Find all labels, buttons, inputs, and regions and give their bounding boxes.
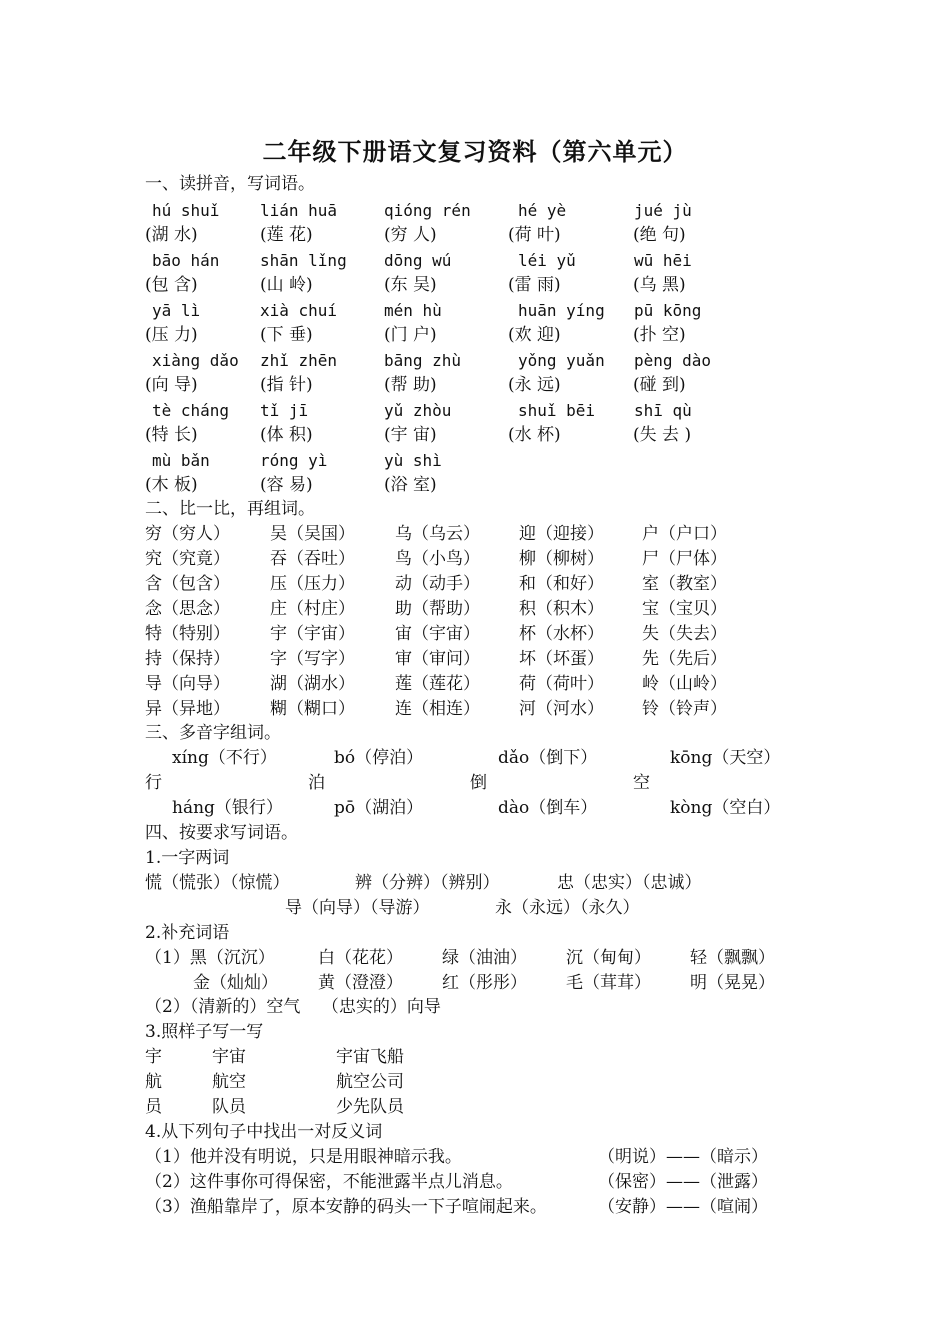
word-answer: (湖 水)	[145, 225, 198, 245]
word-answer: (特 长)	[145, 425, 198, 445]
compare-word: 鸟（小鸟）	[395, 549, 480, 569]
word-answer: (宇 宙)	[384, 425, 437, 445]
compare-word: 庄（村庄）	[270, 599, 355, 619]
pinyin: yù shì	[384, 451, 442, 470]
compare-word: 糊（糊口）	[270, 699, 355, 719]
example-word: 航空	[212, 1072, 246, 1092]
supplement-entry: 金（灿灿）	[193, 973, 278, 993]
one-char-entry: 永（永远）（永久）	[495, 898, 640, 918]
compare-word: 河（河水）	[519, 699, 604, 719]
pinyin: shān lǐng	[260, 251, 347, 270]
pinyin: qióng rén	[384, 201, 471, 220]
pinyin: bāo hán	[152, 251, 220, 270]
supplement-entry: 绿（油油）	[442, 948, 527, 968]
polyphone-char: 泊	[308, 773, 325, 793]
pinyin: mù bǎn	[152, 451, 210, 470]
word-answer: (门 户)	[384, 325, 437, 345]
pinyin: hé yè	[518, 201, 567, 220]
section-3-heading: 三、多音字组词。	[145, 723, 281, 743]
compare-word: 宝（宝贝）	[642, 599, 727, 619]
compare-word: 莲（莲花）	[395, 674, 480, 694]
word-answer: (山 岭)	[260, 275, 313, 295]
pinyin: huān yíng	[518, 301, 605, 320]
word-answer: (容 易)	[260, 475, 313, 495]
pinyin: jué jù	[634, 201, 692, 220]
word-answer: (包 含)	[145, 275, 198, 295]
compare-word: 岭（山岭）	[642, 674, 727, 694]
part-2-heading: 2.补充词语	[145, 923, 230, 943]
supplement-entry: 红（彤彤）	[442, 973, 527, 993]
supplement-entry: 沉（甸甸）	[566, 948, 651, 968]
part-3-heading: 3.照样子写一写	[145, 1022, 264, 1042]
polyphone-reading: dǎo（倒下）	[498, 748, 598, 768]
pinyin: xiàng dǎo	[152, 351, 239, 370]
pinyin: lián huā	[260, 201, 338, 220]
word-answer: (下 垂)	[260, 325, 313, 345]
one-char-entry: 辨（分辨）（辨别）	[355, 873, 500, 893]
pinyin: róng yì	[260, 451, 328, 470]
word-answer: (水 杯)	[508, 425, 561, 445]
part-1-heading: 1.一字两词	[145, 848, 230, 868]
polyphone-char: 行	[145, 773, 162, 793]
word-answer: (压 力)	[145, 325, 198, 345]
compare-word: 湖（湖水）	[270, 674, 355, 694]
supplement-entry: 毛（茸茸）	[566, 973, 651, 993]
word-answer: (帮 助)	[384, 375, 437, 395]
pinyin: mén hù	[384, 301, 442, 320]
polyphone-reading: pō（湖泊）	[334, 798, 424, 818]
compare-word: 杯（水杯）	[519, 624, 604, 644]
pinyin: tǐ jī	[260, 401, 309, 420]
pinyin: léi yǔ	[518, 251, 576, 270]
pinyin: shuǐ bēi	[518, 401, 596, 420]
example-word: 宇宙	[212, 1047, 246, 1067]
compare-word: 室（教室）	[642, 574, 727, 594]
polyphone-reading: háng（银行）	[172, 798, 283, 818]
polyphone-reading: kòng（空白）	[670, 798, 781, 818]
word-answer: (荷 叶)	[508, 225, 561, 245]
part-4-heading: 4.从下列句子中找出一对反义词	[145, 1122, 383, 1142]
example-word: 员	[145, 1097, 162, 1117]
supplement-entry: 黄（澄澄）	[318, 973, 403, 993]
compare-word: 导（向导）	[145, 674, 230, 694]
compare-word: 铃（铃声）	[642, 699, 727, 719]
one-char-entry: 导（向导）（导游）	[285, 898, 430, 918]
word-answer: (指 针)	[260, 375, 313, 395]
compare-word: 穷（穷人）	[145, 524, 230, 544]
supplement-entry: 明（晃晃）	[690, 973, 775, 993]
pinyin: yǔ zhòu	[384, 401, 452, 420]
compare-word: 动（动手）	[395, 574, 480, 594]
compare-word: 积（积木）	[519, 599, 604, 619]
pinyin: hú shuǐ	[152, 201, 220, 220]
word-answer: (永 远)	[508, 375, 561, 395]
compare-word: 和（和好）	[519, 574, 604, 594]
pinyin: shī qù	[634, 401, 692, 420]
antonym-sentence: （3）渔船靠岸了，原本安静的码头一下子喧闹起来。	[145, 1197, 547, 1217]
compare-word: 特（特别）	[145, 624, 230, 644]
word-answer: (欢 迎)	[508, 325, 561, 345]
compare-word: 审（审问）	[395, 649, 480, 669]
word-answer: (碰 到)	[633, 375, 686, 395]
example-word: 宇	[145, 1047, 162, 1067]
compare-word: 助（帮助）	[395, 599, 480, 619]
section-4-heading: 四、按要求写词语。	[145, 823, 298, 843]
example-word: 航	[145, 1072, 162, 1092]
word-answer: (乌 黑)	[633, 275, 686, 295]
part-2-line-2: （2）（清新的）空气 （忠实的）向导	[145, 997, 441, 1017]
pinyin: yǒng yuǎn	[518, 351, 605, 370]
pinyin: tè cháng	[152, 401, 230, 420]
polyphone-char: 倒	[470, 773, 487, 793]
supplement-entry: （1）黑（沉沉）	[145, 948, 275, 968]
compare-word: 乌（乌云）	[395, 524, 480, 544]
example-word: 宇宙飞船	[336, 1047, 404, 1067]
compare-word: 异（异地）	[145, 699, 230, 719]
example-word: 少先队员	[336, 1097, 404, 1117]
pinyin: dōng wú	[384, 251, 452, 270]
page-title: 二年级下册语文复习资料（第六单元）	[262, 137, 688, 166]
pinyin: zhǐ zhēn	[260, 351, 338, 370]
compare-word: 先（先后）	[642, 649, 727, 669]
compare-word: 究（究竟）	[145, 549, 230, 569]
pinyin: yā lì	[152, 301, 201, 320]
compare-word: 失（失去）	[642, 624, 727, 644]
example-word: 队员	[212, 1097, 246, 1117]
compare-word: 荷（荷叶）	[519, 674, 604, 694]
one-char-entry: 忠（忠实）（忠诚）	[557, 873, 702, 893]
word-answer: (木 板)	[145, 475, 198, 495]
word-answer: (雷 雨)	[508, 275, 561, 295]
word-answer: (扑 空)	[633, 325, 686, 345]
pinyin: pū kōng	[634, 301, 702, 320]
compare-word: 宇（宇宙）	[270, 624, 355, 644]
antonym-pair: （保密）——（泄露）	[598, 1172, 768, 1192]
word-answer: (东 吴)	[384, 275, 437, 295]
one-char-entry: 慌（慌张）（惊慌）	[145, 873, 290, 893]
antonym-sentence: （1）他并没有明说，只是用眼神暗示我。	[145, 1147, 462, 1167]
compare-word: 念（思念）	[145, 599, 230, 619]
pinyin: pèng dào	[634, 351, 712, 370]
polyphone-reading: kōng（天空）	[670, 748, 781, 768]
word-answer: (体 积)	[260, 425, 313, 445]
compare-word: 字（写字）	[270, 649, 355, 669]
section-1-heading: 一、读拼音，写词语。	[145, 174, 315, 194]
antonym-sentence: （2）这件事你可得保密，不能泄露半点儿消息。	[145, 1172, 513, 1192]
compare-word: 尸（尸体）	[642, 549, 727, 569]
polyphone-reading: dào（倒车）	[498, 798, 598, 818]
compare-word: 压（压力）	[270, 574, 355, 594]
word-answer: (向 导)	[145, 375, 198, 395]
example-word: 航空公司	[336, 1072, 404, 1092]
compare-word: 含（包含）	[145, 574, 230, 594]
word-answer: (莲 花)	[260, 225, 313, 245]
word-answer: (浴 室)	[384, 475, 437, 495]
antonym-pair: （安静）——（喧闹）	[598, 1197, 768, 1217]
word-answer: (失 去 )	[633, 425, 692, 445]
polyphone-char: 空	[633, 773, 650, 793]
compare-word: 柳（柳树）	[519, 549, 604, 569]
compare-word: 户（户口）	[642, 524, 727, 544]
pinyin: wū hēi	[634, 251, 692, 270]
section-2-heading: 二、比一比，再组词。	[145, 499, 315, 519]
polyphone-reading: bó（停泊）	[334, 748, 424, 768]
compare-word: 宙（宇宙）	[395, 624, 480, 644]
pinyin: xià chuí	[260, 301, 338, 320]
compare-word: 持（保持）	[145, 649, 230, 669]
polyphone-reading: xíng（不行）	[172, 748, 277, 768]
compare-word: 坏（坏蛋）	[519, 649, 604, 669]
compare-word: 连（相连）	[395, 699, 480, 719]
word-answer: (穷 人)	[384, 225, 437, 245]
antonym-pair: （明说）——（暗示）	[598, 1147, 768, 1167]
compare-word: 迎（迎接）	[519, 524, 604, 544]
compare-word: 吞（吞吐）	[270, 549, 355, 569]
compare-word: 吴（吴国）	[270, 524, 355, 544]
pinyin: bāng zhù	[384, 351, 462, 370]
supplement-entry: 白（花花）	[318, 948, 403, 968]
supplement-entry: 轻（飘飘）	[690, 948, 775, 968]
word-answer: (绝 句)	[633, 225, 686, 245]
